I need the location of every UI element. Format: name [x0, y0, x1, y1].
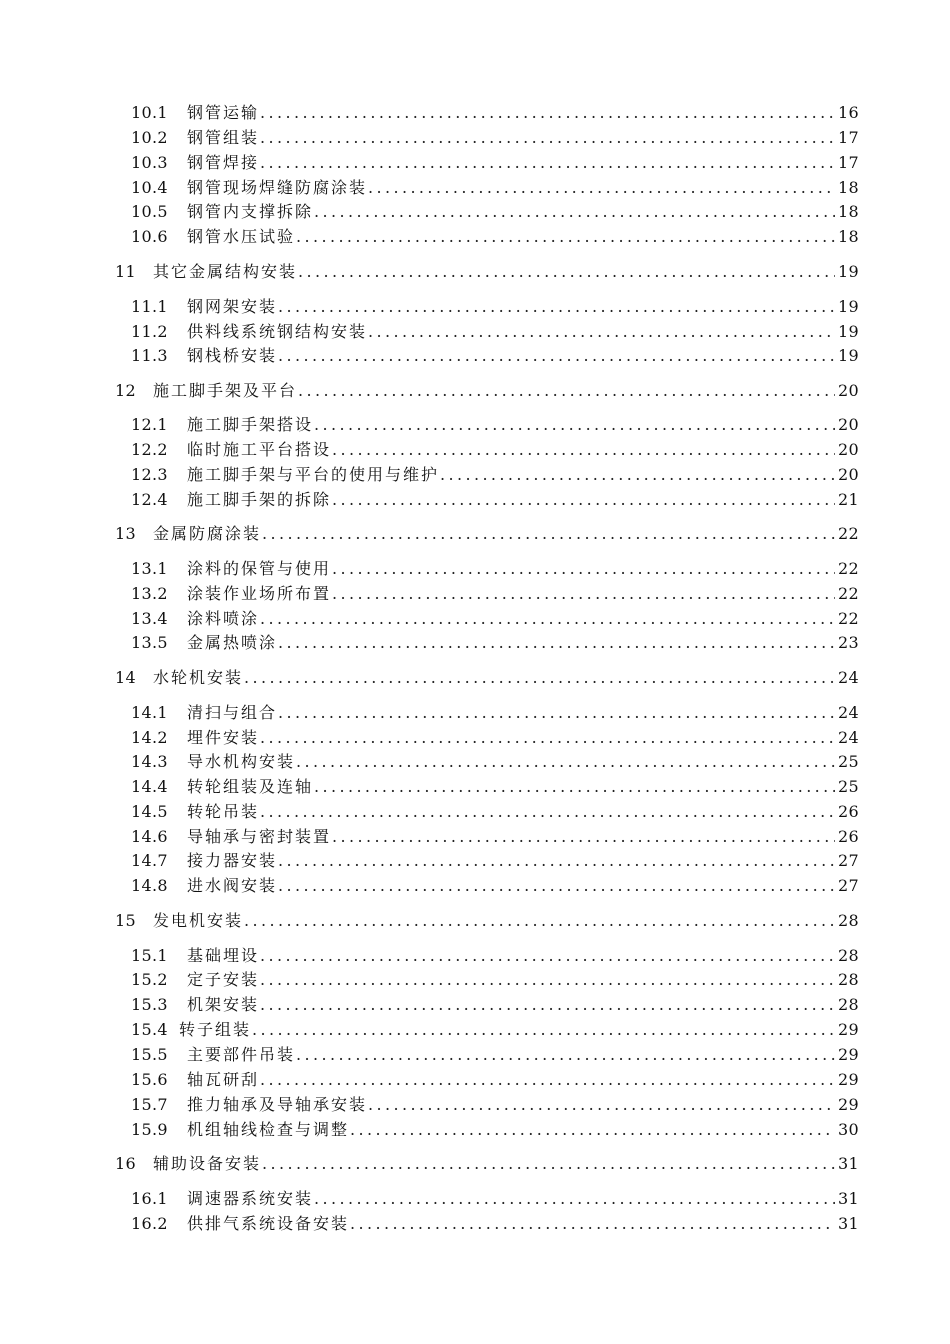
toc-entry-title: 涂料的保管与使用 — [187, 559, 332, 578]
toc-entry-title: 施工脚手架搭设 — [187, 415, 314, 434]
toc-section-entry[interactable] — [131, 464, 859, 486]
toc-entry-page-number: 28 — [838, 970, 859, 989]
dot-leader — [314, 776, 835, 798]
toc-entry-page-number: 20 — [838, 440, 859, 459]
toc-entry-number: 14.3 — [131, 752, 168, 771]
toc-entry-page-number: 18 — [838, 227, 859, 246]
toc-entry-number: 15.6 — [131, 1070, 168, 1089]
toc-entry-page-number: 24 — [838, 703, 859, 722]
toc-entry-number: 10.2 — [131, 128, 168, 147]
toc-entry-page-number: 29 — [838, 1020, 859, 1039]
dot-leader — [278, 875, 835, 897]
toc-entry-title: 金属防腐涂装 — [153, 524, 262, 543]
toc-entry-title: 转子组装 — [179, 1020, 252, 1039]
toc-entry-number: 10.3 — [131, 153, 168, 172]
toc-entry-number: 15.9 — [131, 1120, 168, 1139]
dot-leader — [298, 261, 835, 283]
toc-section-entry[interactable] — [131, 345, 859, 367]
toc-entry-title: 调速器系统安装 — [187, 1189, 314, 1208]
toc-entry-page-number: 19 — [838, 262, 859, 281]
toc-entry-page-number: 27 — [838, 876, 859, 895]
toc-section-entry[interactable] — [131, 1119, 859, 1141]
toc-entry-number: 13 — [115, 524, 136, 543]
dot-leader — [260, 727, 835, 749]
toc-entry-page-number: 29 — [838, 1070, 859, 1089]
toc-entry-title: 转轮吊装 — [187, 802, 260, 821]
toc-entry-page-number: 24 — [838, 728, 859, 747]
dot-leader — [262, 523, 835, 545]
toc-entry-page-number: 26 — [838, 827, 859, 846]
toc-entry-number: 13.4 — [131, 609, 168, 628]
dot-leader — [260, 152, 835, 174]
toc-entry-title: 施工脚手架的拆除 — [187, 490, 332, 509]
toc-section-entry[interactable] — [131, 826, 859, 848]
toc-entry-number: 12.3 — [131, 465, 168, 484]
toc-entry-number: 10.6 — [131, 227, 168, 246]
toc-section-entry[interactable] — [131, 439, 859, 461]
toc-entry-number: 12.1 — [131, 415, 168, 434]
toc-entry-title: 导轴承与密封装置 — [187, 827, 332, 846]
toc-section-entry[interactable] — [131, 558, 859, 580]
toc-entry-number: 14.5 — [131, 802, 168, 821]
toc-entry-title: 机架安装 — [187, 995, 260, 1014]
toc-entry-number: 12 — [115, 381, 136, 400]
toc-entry-page-number: 22 — [838, 609, 859, 628]
toc-entry-number: 10.5 — [131, 202, 168, 221]
toc-entry-page-number: 29 — [838, 1095, 859, 1114]
dot-leader — [260, 1069, 835, 1091]
toc-entry-title: 钢管水压试验 — [187, 227, 296, 246]
dot-leader — [278, 702, 835, 724]
toc-entry-title: 供排气系统设备安装 — [187, 1214, 350, 1233]
toc-entry-title: 钢栈桥安装 — [187, 346, 278, 365]
toc-chapter-entry[interactable] — [115, 380, 859, 402]
toc-entry-page-number: 21 — [838, 490, 859, 509]
toc-entry-title: 施工脚手架与平台的使用与维护 — [187, 465, 440, 484]
toc-entry-page-number: 30 — [838, 1120, 859, 1139]
toc-entry-number: 15.3 — [131, 995, 168, 1014]
toc-section-entry[interactable] — [131, 875, 859, 897]
toc-entry-title: 钢管焊接 — [187, 153, 260, 172]
toc-entry-page-number: 20 — [838, 381, 859, 400]
toc-chapter-entry[interactable] — [115, 910, 859, 932]
toc-entry-number: 15.7 — [131, 1095, 168, 1114]
toc-section-entry[interactable] — [131, 1213, 859, 1235]
toc-entry-page-number: 19 — [838, 346, 859, 365]
toc-entry-title: 钢管组装 — [187, 128, 260, 147]
dot-leader — [260, 102, 835, 124]
toc-section-entry[interactable] — [131, 127, 859, 149]
toc-entry-title: 涂装作业场所布置 — [187, 584, 332, 603]
toc-entry-number: 12.2 — [131, 440, 168, 459]
dot-leader — [440, 464, 835, 486]
toc-section-entry[interactable] — [131, 850, 859, 872]
toc-entry-number: 11.1 — [131, 297, 168, 316]
dot-leader — [260, 994, 835, 1016]
toc-entry-number: 14.7 — [131, 851, 168, 870]
toc-entry-number: 15 — [115, 911, 136, 930]
dot-leader — [314, 1188, 835, 1210]
toc-entry-title: 清扫与组合 — [187, 703, 278, 722]
toc-entry-title: 金属热喷涂 — [187, 633, 278, 652]
toc-section-entry[interactable] — [131, 583, 859, 605]
toc-entry-number: 11.2 — [131, 322, 168, 341]
dot-leader — [350, 1119, 835, 1141]
dot-leader — [244, 667, 835, 689]
dot-leader — [314, 414, 835, 436]
toc-section-entry[interactable] — [131, 226, 859, 248]
toc-entry-page-number: 28 — [838, 995, 859, 1014]
toc-entry-title: 主要部件吊装 — [187, 1045, 296, 1064]
dot-leader — [368, 1094, 835, 1116]
toc-entry-title: 钢网架安装 — [187, 297, 278, 316]
toc-section-entry[interactable] — [131, 751, 859, 773]
dot-leader — [278, 296, 835, 318]
dot-leader — [296, 751, 835, 773]
toc-entry-page-number: 19 — [838, 322, 859, 341]
dot-leader — [260, 127, 835, 149]
toc-section-entry[interactable] — [131, 727, 859, 749]
toc-section-entry[interactable] — [131, 414, 859, 436]
toc-entry-page-number: 27 — [838, 851, 859, 870]
toc-section-entry[interactable] — [131, 702, 859, 724]
toc-entry-number: 14.4 — [131, 777, 168, 796]
dot-leader — [244, 910, 835, 932]
toc-entry-title: 水轮机安装 — [153, 668, 244, 687]
dot-leader — [332, 583, 835, 605]
dot-leader — [262, 1153, 835, 1175]
dot-leader — [332, 439, 835, 461]
toc-section-entry[interactable] — [131, 1188, 859, 1210]
toc-entry-number: 12.4 — [131, 490, 168, 509]
toc-section-entry[interactable] — [131, 201, 859, 223]
dot-leader — [368, 321, 835, 343]
dot-leader — [332, 558, 835, 580]
toc-entry-title: 轴瓦研刮 — [187, 1070, 260, 1089]
toc-entry-page-number: 20 — [838, 465, 859, 484]
toc-entry-title: 接力器安装 — [187, 851, 278, 870]
toc-entry-page-number: 18 — [838, 202, 859, 221]
toc-entry-page-number: 16 — [838, 103, 859, 122]
dot-leader — [260, 969, 835, 991]
toc-entry-title: 供料线系统钢结构安装 — [187, 322, 368, 341]
toc-entry-title: 推力轴承及导轴承安装 — [187, 1095, 368, 1114]
toc-section-entry[interactable] — [131, 296, 859, 318]
toc-entry-page-number: 17 — [838, 128, 859, 147]
toc-section-entry[interactable] — [131, 945, 859, 967]
toc-entry-number: 13.5 — [131, 633, 168, 652]
toc-section-entry[interactable] — [131, 632, 859, 654]
toc-entry-page-number: 31 — [838, 1154, 859, 1173]
toc-chapter-entry[interactable] — [115, 261, 859, 283]
toc-entry-page-number: 31 — [838, 1189, 859, 1208]
dot-leader — [296, 1044, 835, 1066]
toc-section-entry[interactable] — [131, 321, 859, 343]
toc-entry-page-number: 18 — [838, 178, 859, 197]
dot-leader — [350, 1213, 835, 1235]
toc-section-entry[interactable] — [131, 1094, 859, 1116]
toc-entry-title: 进水阀安装 — [187, 876, 278, 895]
toc-entry-number: 16.1 — [131, 1189, 168, 1208]
toc-entry-number: 15.1 — [131, 946, 168, 965]
toc-entry-page-number: 22 — [838, 524, 859, 543]
toc-section-entry[interactable] — [131, 801, 859, 823]
toc-entry-number: 15.2 — [131, 970, 168, 989]
dot-leader — [278, 632, 835, 654]
toc-entry-number: 10.4 — [131, 178, 168, 197]
toc-section-entry[interactable] — [131, 1019, 859, 1041]
toc-entry-page-number: 31 — [838, 1214, 859, 1233]
toc-entry-number: 14 — [115, 668, 136, 687]
toc-section-entry[interactable] — [131, 177, 859, 199]
dot-leader — [368, 177, 835, 199]
toc-entry-title: 基础埋设 — [187, 946, 260, 965]
toc-chapter-entry[interactable] — [115, 667, 859, 689]
toc-entry-title: 辅助设备安装 — [153, 1154, 262, 1173]
toc-entry-number: 11.3 — [131, 346, 168, 365]
toc-section-entry[interactable] — [131, 152, 859, 174]
toc-entry-page-number: 23 — [838, 633, 859, 652]
toc-entry-number: 15.5 — [131, 1045, 168, 1064]
toc-entry-title: 埋件安装 — [187, 728, 260, 747]
toc-entry-page-number: 25 — [838, 752, 859, 771]
toc-entry-page-number: 24 — [838, 668, 859, 687]
dot-leader — [260, 945, 835, 967]
toc-entry-number: 14.8 — [131, 876, 168, 895]
toc-entry-title: 导水机构安装 — [187, 752, 296, 771]
toc-section-entry[interactable] — [131, 994, 859, 1016]
toc-entry-title: 发电机安装 — [153, 911, 244, 930]
toc-entry-number: 11 — [115, 262, 136, 281]
toc-entry-title: 机组轴线检查与调整 — [187, 1120, 350, 1139]
dot-leader — [260, 608, 835, 630]
dot-leader — [252, 1019, 835, 1041]
toc-entry-page-number: 26 — [838, 802, 859, 821]
toc-section-entry[interactable] — [131, 608, 859, 630]
toc-section-entry[interactable] — [131, 489, 859, 511]
toc-entry-page-number: 29 — [838, 1045, 859, 1064]
dot-leader — [298, 380, 835, 402]
toc-entry-title: 施工脚手架及平台 — [153, 381, 298, 400]
toc-entry-number: 13.2 — [131, 584, 168, 603]
toc-entry-page-number: 22 — [838, 584, 859, 603]
toc-entry-title: 定子安装 — [187, 970, 260, 989]
toc-entry-title: 钢管内支撑拆除 — [187, 202, 314, 221]
dot-leader — [332, 826, 835, 848]
dot-leader — [278, 345, 835, 367]
toc-entry-number: 14.2 — [131, 728, 168, 747]
toc-entry-title: 钢管运输 — [187, 103, 260, 122]
toc-chapter-entry[interactable] — [115, 1153, 859, 1175]
toc-entry-title: 临时施工平台搭设 — [187, 440, 332, 459]
toc-section-entry[interactable] — [131, 969, 859, 991]
dot-leader — [332, 489, 835, 511]
toc-entry-page-number: 17 — [838, 153, 859, 172]
dot-leader — [314, 201, 835, 223]
toc-entry-page-number: 28 — [838, 946, 859, 965]
toc-entry-number: 10.1 — [131, 103, 168, 122]
dot-leader — [296, 226, 835, 248]
dot-leader — [278, 850, 835, 872]
toc-entry-number: 14.1 — [131, 703, 168, 722]
toc-section-entry[interactable] — [131, 1044, 859, 1066]
toc-entry-page-number: 19 — [838, 297, 859, 316]
toc-entry-title: 转轮组装及连轴 — [187, 777, 314, 796]
toc-entry-number: 16 — [115, 1154, 136, 1173]
toc-entry-number: 14.6 — [131, 827, 168, 846]
toc-entry-number: 15.4 — [131, 1020, 168, 1039]
toc-section-entry[interactable] — [131, 1069, 859, 1091]
toc-entry-page-number: 20 — [838, 415, 859, 434]
toc-entry-number: 16.2 — [131, 1214, 168, 1233]
toc-entry-title: 涂料喷涂 — [187, 609, 260, 628]
toc-entry-title: 其它金属结构安装 — [153, 262, 298, 281]
dot-leader — [260, 801, 835, 823]
toc-entry-page-number: 28 — [838, 911, 859, 930]
toc-section-entry[interactable] — [131, 776, 859, 798]
toc-entry-page-number: 25 — [838, 777, 859, 796]
toc-entry-title: 钢管现场焊缝防腐涂装 — [187, 178, 368, 197]
toc-entry-number: 13.1 — [131, 559, 168, 578]
toc-chapter-entry[interactable] — [115, 523, 859, 545]
toc-section-entry[interactable] — [131, 102, 859, 124]
toc-entry-page-number: 22 — [838, 559, 859, 578]
